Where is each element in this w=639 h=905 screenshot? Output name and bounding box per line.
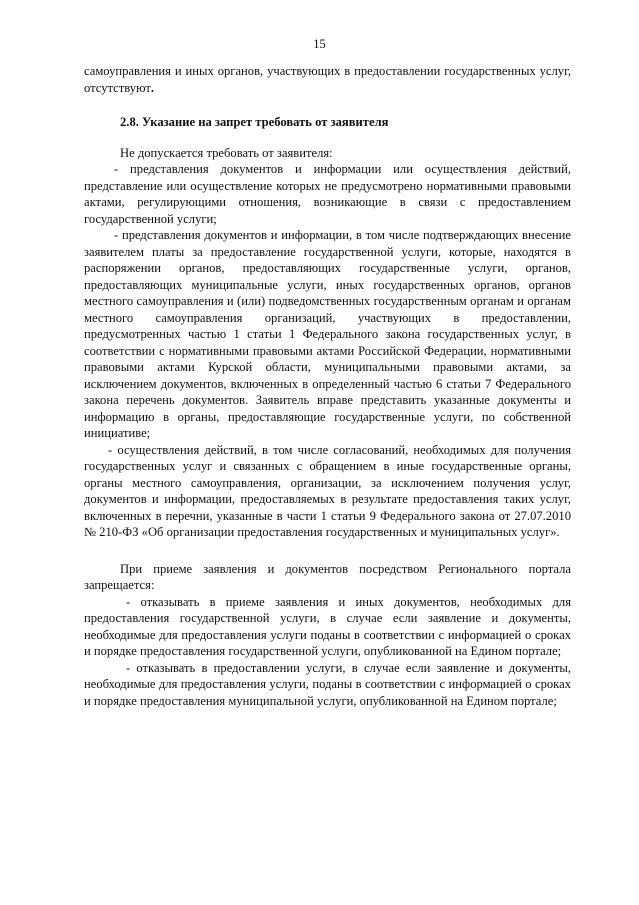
intro-tail: . bbox=[150, 80, 154, 95]
paragraph-portal-lead: При приеме заявления и документов посредством Регионального портала запрещается: bbox=[84, 561, 571, 592]
section-heading: 2.8. Указание на запрет требовать от заявителя bbox=[120, 115, 389, 129]
paragraph-item: - отказывать в приеме заявления и иных документов, необходимых для предоставления государственной услуги, в случае если заявление и документы, необходимые для предоставления услуги поданы в соответствии с информацией о сроках и порядке предоставления государственной услуги, опубликованной на Едином портале; bbox=[84, 594, 571, 658]
page-number: 15 bbox=[313, 37, 326, 51]
intro-text: самоуправления и иных органов, участвующих в предоставлении государственных услуг, отсутствуют bbox=[84, 64, 571, 95]
intro-paragraph bbox=[84, 63, 571, 96]
paragraph-item: - осуществления действий, в том числе согласований, необходимых для получения государственных услуг и связанных с обращением в иные государственные органы, органы местного самоуправления, организации, за исключением получения услуг, документов и информации, предоставляемых в результате предоставления таких услуг, включенных в перечни, указанные в части 1 статьи 9 Федерального закона от 27.07.2010 № 210-ФЗ «Об организации предоставления государственных и муниципальных услуг». bbox=[84, 442, 571, 539]
document-body bbox=[84, 63, 571, 709]
paragraph-item: - представления документов и информации, в том числе подтверждающих внесение заявителем платы за предоставление государственной услуги, которые, находятся в распоряжении органов, предоставляющих государственные услуги, органов, предоставляющих муниципальные услуги, иных государственных органов, органов местного самоуправления и (или) подведомственных государственным органам и органам местного самоуправления организаций, участвующих в предоставлении, предусмотренных частью 1 статьи 1 Федерального закона государственных услуг, в соответствии с нормативными правовыми актами Российской Федерации, нормативными правовыми актами Курской области, муниципальными правовыми актами, за исключением документов, включенных в определенный частью 6 статьи 7 Федерального закона перечень документов. Заявитель вправе представить указанные документы и информацию в органы, предоставляющие государственные услуги, по собственной инициативе; bbox=[84, 228, 571, 440]
paragraph-item: - представления документов и информации или осуществления действий, представление или осуществление которых не предусмотрено нормативными правовыми актами, регулирующими отношения, возникающие в связи с предоставлением государственной услуги; bbox=[84, 162, 571, 226]
paragraph-item: - отказывать в предоставлении услуги, в случае если заявление и документы, необходимые для предоставления услуги, поданы в соответствии с информацией о сроках и порядке предоставления муниципальной услуги, опубликованной на Едином портале; bbox=[84, 660, 571, 708]
paragraph-lead: Не допускается требовать от заявителя: bbox=[120, 145, 333, 160]
